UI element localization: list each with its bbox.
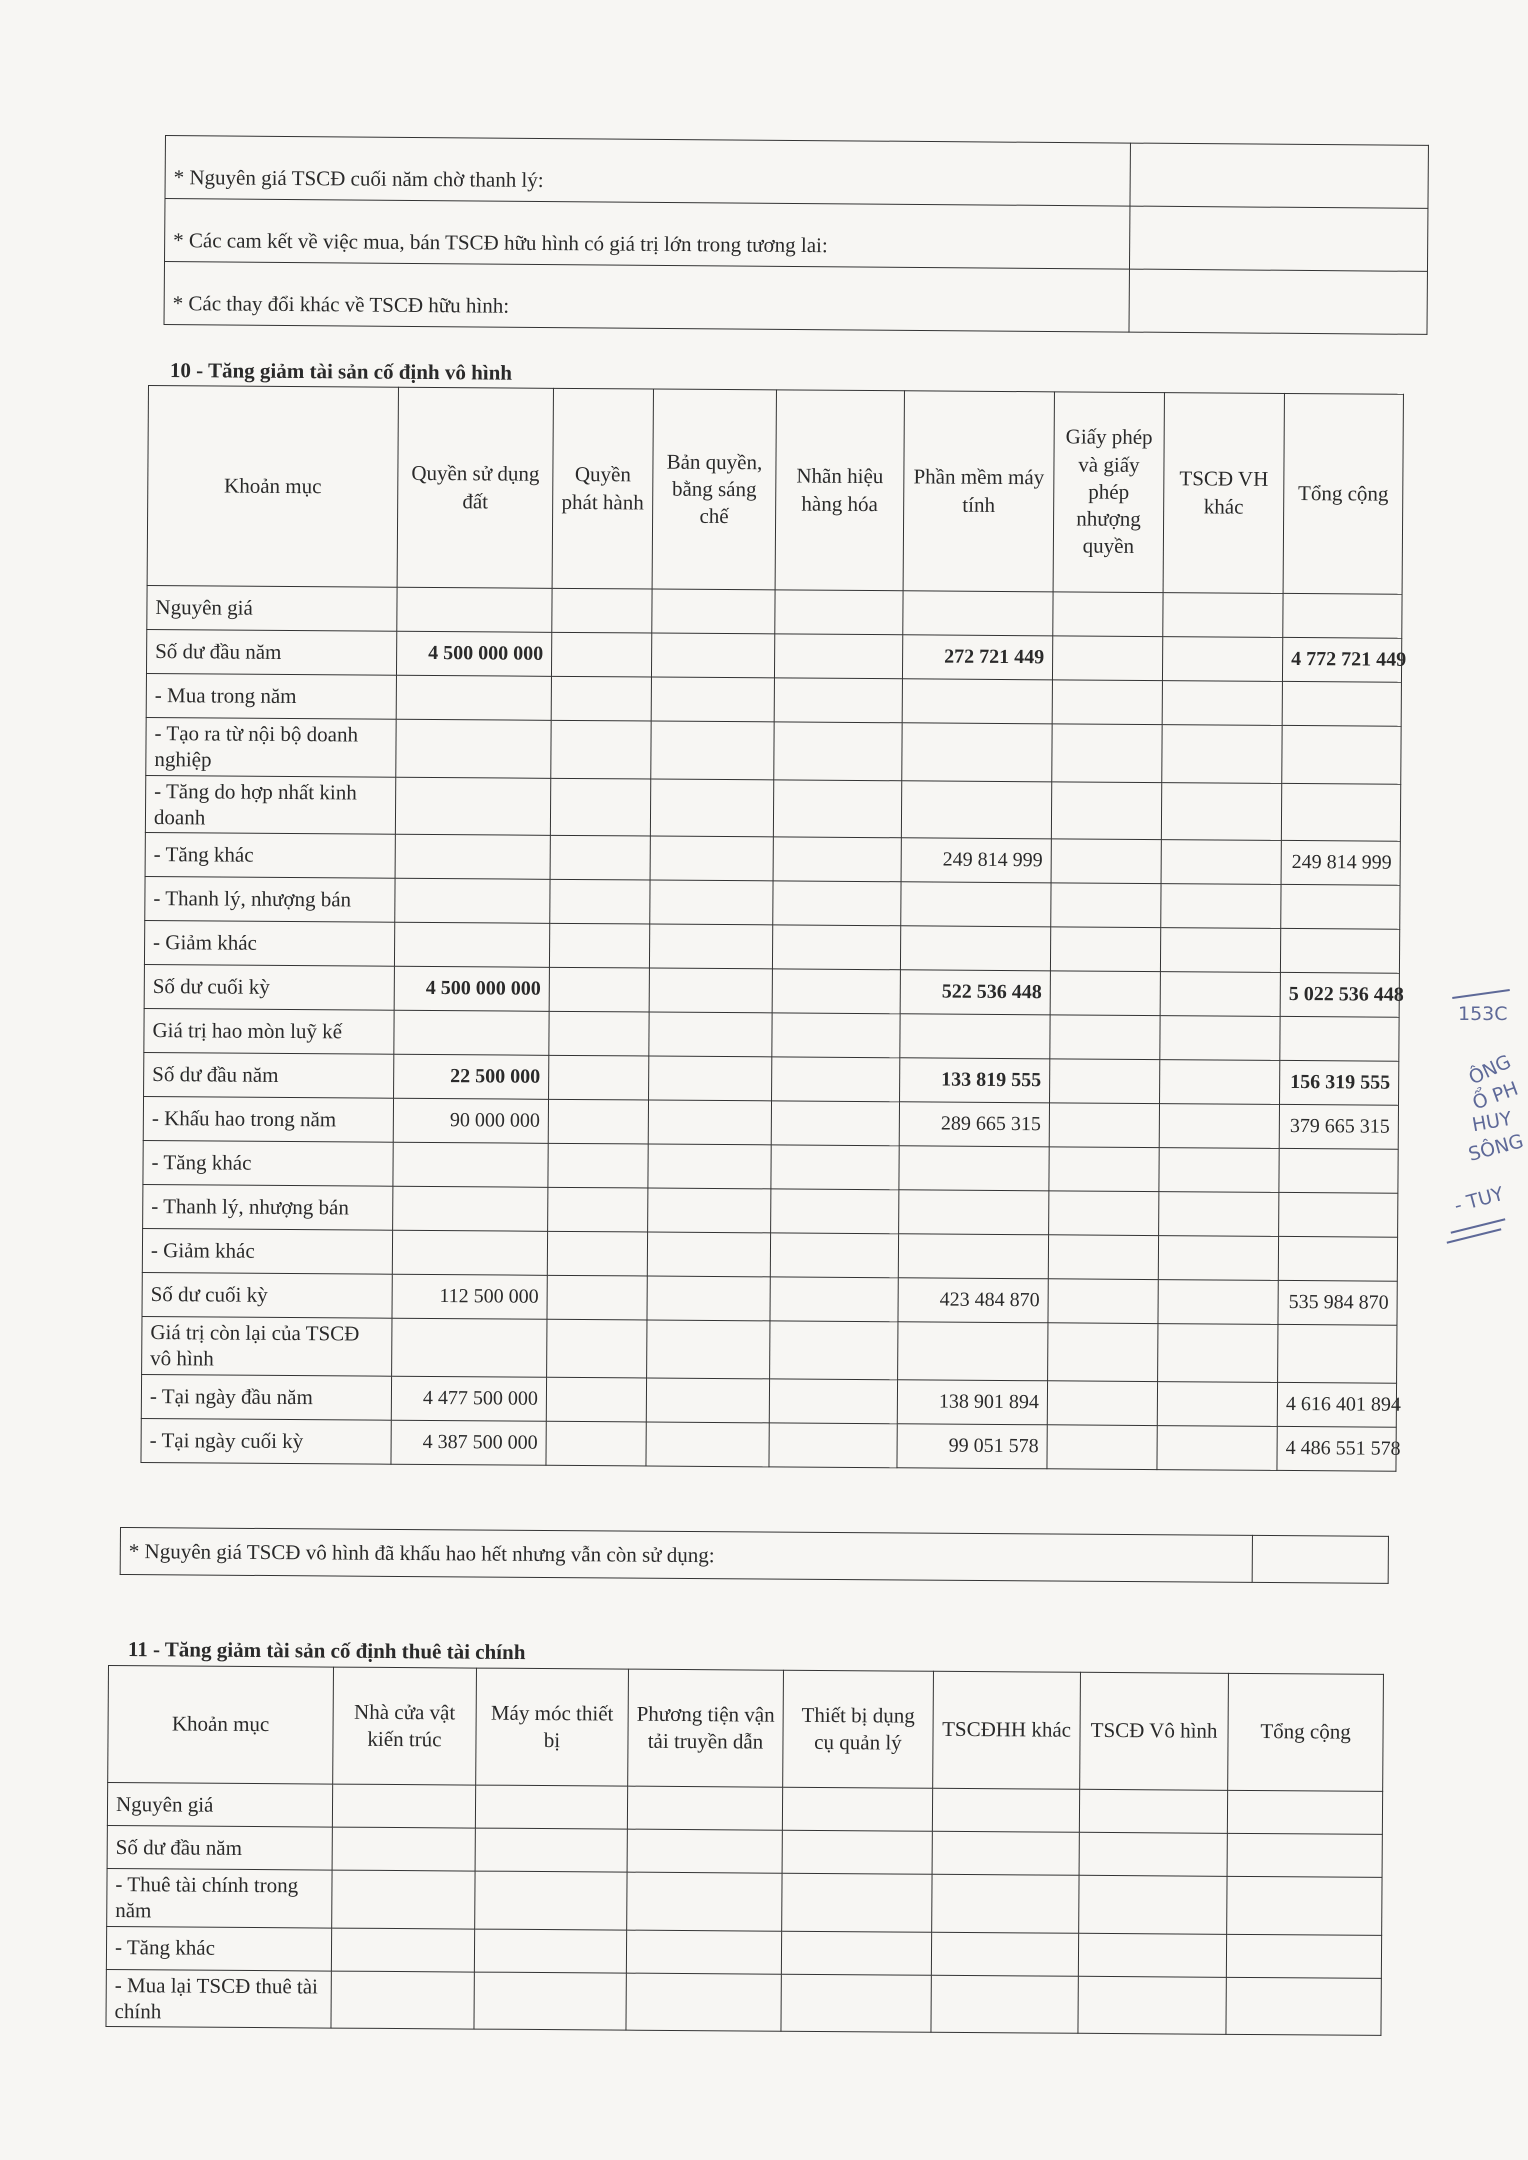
value-cell [1279, 1192, 1398, 1237]
value-cell: 379 665 315 [1279, 1104, 1398, 1149]
row-label: Số dư đầu năm [144, 1052, 394, 1098]
value-cell [1050, 927, 1160, 972]
value-cell [782, 1787, 932, 1831]
value-cell [1163, 593, 1283, 638]
value-cell [649, 1012, 772, 1057]
value-cell [547, 1319, 647, 1377]
note-row [164, 262, 1427, 335]
intangible-assets-table [140, 385, 1407, 1471]
value-cell [772, 1057, 900, 1102]
value-cell [550, 879, 650, 924]
value-cell [781, 1931, 931, 1975]
column-header: TSCĐ VH khác [1163, 393, 1284, 594]
value-cell [551, 632, 651, 677]
value-cell [548, 1143, 648, 1188]
value-cell [901, 882, 1051, 927]
value-cell [1079, 1832, 1227, 1876]
value-cell [648, 1188, 771, 1233]
row-label: Nguyên giá [107, 1783, 332, 1828]
value-cell [770, 1277, 898, 1322]
value-cell: 4 486 551 578 [1277, 1426, 1396, 1471]
value-cell: 249 814 999 [901, 838, 1051, 883]
value-cell [1279, 1148, 1398, 1193]
value-cell: 4 500 000 000 [396, 631, 551, 676]
value-cell [899, 1190, 1049, 1235]
value-cell [771, 1145, 899, 1190]
value-cell [548, 1099, 648, 1144]
row-label: - Khấu hao trong năm [143, 1096, 393, 1142]
value-cell: 423 484 870 [898, 1278, 1048, 1323]
value-cell: 272 721 449 [902, 635, 1052, 680]
value-cell [900, 926, 1050, 971]
note-row [165, 199, 1428, 272]
stamp-text: Ổ PH [1469, 1077, 1522, 1115]
value-cell [331, 1928, 474, 1972]
row-label: - Tạo ra từ nội bộ doanh nghiệp [146, 717, 396, 776]
value-cell [772, 969, 900, 1014]
value-cell [475, 1785, 627, 1829]
value-cell: 535 984 870 [1278, 1280, 1397, 1325]
value-cell [1226, 1977, 1381, 2036]
value-cell [649, 968, 772, 1013]
value-cell [651, 633, 774, 678]
value-cell [1227, 1833, 1382, 1877]
column-header: Tổng cộng [1283, 393, 1403, 594]
value-cell [1159, 1104, 1279, 1149]
value-cell [773, 881, 901, 926]
stamp-text: 153C [1458, 1003, 1508, 1025]
value-cell [1049, 1191, 1159, 1236]
value-cell [1282, 681, 1401, 726]
value-cell [1160, 972, 1280, 1017]
value-cell [549, 923, 649, 968]
row-label: - Thanh lý, nhượng bán [145, 876, 395, 922]
company-stamp [1432, 985, 1526, 1255]
intangible-notes-table [120, 1527, 1389, 1584]
value-cell [1157, 1381, 1277, 1426]
value-cell [392, 1318, 547, 1377]
value-cell [1160, 1060, 1280, 1105]
value-cell [1278, 1324, 1397, 1382]
row-label: Giá trị hao mòn luỹ kế [144, 1008, 394, 1054]
finance-lease-assets-table [105, 1665, 1383, 2036]
note-text: * Nguyên giá TSCĐ vô hình đã khấu hao hết nhưng vẫn còn sử dụng: [120, 1528, 1252, 1583]
value-cell [547, 1275, 647, 1320]
value-cell [1161, 884, 1281, 929]
row-label: - Thuê tài chính trong năm [107, 1868, 332, 1927]
stamp-text: - TUY [1452, 1182, 1507, 1218]
value-cell [1048, 1279, 1158, 1324]
value-cell [773, 779, 901, 837]
value-cell [1052, 724, 1162, 782]
value-cell [627, 1786, 782, 1830]
row-label: Nguyên giá [147, 585, 397, 631]
value-cell: 138 901 894 [897, 1379, 1047, 1424]
value-cell [1052, 680, 1162, 725]
value-cell [1048, 1323, 1158, 1381]
value-cell [1048, 1235, 1158, 1280]
value-cell [902, 679, 1052, 724]
value-cell [901, 780, 1051, 839]
value-cell [1280, 928, 1399, 973]
note-text: * Nguyên giá TSCĐ cuối năm chờ thanh lý: [165, 136, 1130, 207]
value-cell [1159, 1192, 1279, 1237]
table-row [106, 1969, 1381, 2035]
value-cell [1050, 1015, 1160, 1060]
row-label: - Giảm khác [142, 1228, 392, 1274]
table-header-row [147, 386, 1403, 595]
value-cell [547, 1231, 647, 1276]
value-cell [395, 777, 550, 836]
value-cell [1051, 781, 1161, 839]
value-cell [1160, 1016, 1280, 1061]
value-cell [1047, 1380, 1157, 1425]
value-cell [898, 1322, 1048, 1381]
note-value-cell [1130, 143, 1428, 208]
value-cell: 133 819 555 [900, 1058, 1050, 1103]
value-cell [1078, 1976, 1226, 2035]
row-label: Số dư đầu năm [146, 629, 396, 675]
value-cell: 4 500 000 000 [394, 966, 549, 1011]
value-cell [395, 834, 550, 879]
column-header: Quyền phát hành [552, 388, 653, 589]
value-cell [1162, 725, 1282, 783]
value-cell [551, 720, 651, 778]
note-value-cell [1129, 269, 1427, 334]
value-cell [900, 1014, 1050, 1059]
column-header: Nhãn hiệu hàng hóa [775, 390, 904, 591]
value-cell [646, 1422, 769, 1467]
value-cell [1162, 637, 1282, 682]
value-cell [474, 1972, 626, 2031]
value-cell [781, 1974, 931, 2033]
table-row [145, 775, 1400, 841]
stamp-text: ÔNG [1465, 1050, 1515, 1090]
column-header: Phần mềm máy tính [903, 391, 1054, 592]
value-cell [1227, 1876, 1382, 1935]
value-cell [898, 1234, 1048, 1279]
value-cell [1281, 783, 1400, 841]
value-cell: 156 319 555 [1280, 1060, 1399, 1105]
value-cell [1052, 636, 1162, 681]
value-cell [932, 1831, 1079, 1875]
column-header: Giấy phép và giấy phép nhượng quyền [1053, 392, 1164, 593]
value-cell [772, 1013, 900, 1058]
row-label: Số dư đầu năm [107, 1825, 332, 1870]
table-row [146, 717, 1401, 783]
value-cell [546, 1377, 646, 1422]
value-cell [769, 1378, 897, 1423]
value-cell [651, 721, 774, 779]
section-10-title: 10 - Tăng giảm tài sản cố định vô hình [169, 358, 513, 385]
value-cell [903, 591, 1053, 636]
row-label: Giá trị còn lại của TSCĐ vô hình [142, 1316, 392, 1375]
value-cell [1158, 1324, 1278, 1382]
row-label: - Thanh lý, nhượng bán [143, 1184, 393, 1230]
value-cell [1161, 782, 1281, 840]
value-cell [1078, 1933, 1226, 1977]
note-row [120, 1528, 1388, 1584]
value-cell [332, 1827, 475, 1871]
value-cell [626, 1930, 781, 1974]
value-cell [392, 1230, 547, 1275]
column-header: Thiết bị dụng cụ quản lý [783, 1670, 934, 1788]
row-label: - Tăng khác [143, 1140, 393, 1186]
value-cell [546, 1421, 646, 1466]
value-cell: 90 000 000 [393, 1098, 548, 1143]
value-cell [1160, 928, 1280, 973]
row-label: - Mua trong năm [146, 673, 396, 719]
value-cell [1227, 1790, 1382, 1834]
value-cell [771, 1101, 899, 1146]
value-cell [393, 1186, 548, 1231]
value-cell [395, 878, 550, 923]
section-11-title: 11 - Tăng giảm tài sản cố định thuê tài chính [127, 1637, 526, 1665]
value-cell [775, 590, 903, 635]
value-cell [932, 1788, 1079, 1832]
value-cell [647, 1276, 770, 1321]
column-header-item: Khoản mục [147, 386, 398, 588]
value-cell [549, 1055, 649, 1100]
row-label: - Tăng khác [145, 832, 395, 878]
value-cell: 4 477 500 000 [391, 1376, 546, 1421]
value-cell [774, 678, 902, 723]
stamp-text: SÔNG [1466, 1130, 1526, 1166]
value-cell [1051, 883, 1161, 928]
note-value-cell [1252, 1535, 1388, 1583]
row-label: Số dư cuối kỳ [142, 1272, 392, 1318]
value-cell [394, 922, 549, 967]
column-header-item: Khoản mục [108, 1666, 334, 1785]
value-cell [770, 1321, 898, 1379]
note-value-cell [1129, 206, 1427, 271]
value-cell [396, 675, 551, 720]
value-cell [646, 1378, 769, 1423]
value-cell [649, 1056, 772, 1101]
value-cell [1158, 1280, 1278, 1325]
value-cell [1278, 1236, 1397, 1281]
value-cell: 4 387 500 000 [391, 1420, 546, 1465]
value-cell [771, 1189, 899, 1234]
value-cell [1226, 1934, 1381, 1978]
value-cell [550, 835, 650, 880]
value-cell [1157, 1425, 1277, 1470]
stamp-text: HUY [1470, 1107, 1514, 1137]
column-header: Phương tiện vận tải truyền dẫn [628, 1669, 784, 1787]
value-cell [627, 1872, 782, 1931]
value-cell [474, 1929, 626, 1973]
table-row [142, 1316, 1397, 1382]
row-label: - Mua lại TSCĐ thuê tài chính [106, 1969, 331, 2028]
row-label: - Giảm khác [144, 920, 394, 966]
value-cell [1079, 1875, 1227, 1934]
row-label: - Tăng khác [106, 1926, 331, 1971]
value-cell [774, 722, 902, 780]
value-cell [550, 778, 650, 836]
table-row [107, 1868, 1382, 1934]
value-cell [902, 723, 1052, 782]
column-header: Máy móc thiết bị [476, 1668, 629, 1786]
fixed-asset-notes-table [164, 135, 1429, 335]
column-header: TSCĐ Vô hình [1080, 1672, 1229, 1790]
value-cell [1049, 1103, 1159, 1148]
value-cell [1281, 884, 1400, 929]
value-cell [1050, 1059, 1160, 1104]
value-cell: 4 616 401 894 [1277, 1382, 1396, 1427]
value-cell [650, 880, 773, 925]
value-cell [932, 1874, 1079, 1933]
value-cell [1051, 839, 1161, 884]
value-cell [1053, 592, 1163, 637]
column-header: Bản quyền, bằng sáng chế [652, 389, 776, 590]
table-header-row [108, 1666, 1384, 1792]
value-cell [782, 1873, 932, 1932]
value-cell: 289 665 315 [899, 1102, 1049, 1147]
value-cell [627, 1829, 782, 1873]
value-cell: 112 500 000 [392, 1274, 547, 1319]
value-cell [772, 925, 900, 970]
row-label: - Tại ngày cuối kỳ [141, 1418, 391, 1464]
value-cell [647, 1320, 770, 1378]
value-cell [397, 587, 552, 632]
value-cell [651, 677, 774, 722]
value-cell [1283, 593, 1402, 638]
value-cell [396, 719, 551, 778]
note-text: * Các cam kết về việc mua, bán TSCĐ hữu hình có giá trị lớn trong tương lai: [165, 199, 1130, 270]
value-cell: 5 022 536 448 [1280, 972, 1399, 1017]
value-cell [332, 1784, 475, 1828]
column-header: TSCĐHH khác [933, 1671, 1081, 1789]
value-cell [394, 1010, 549, 1055]
value-cell [1161, 840, 1281, 885]
value-cell [782, 1830, 932, 1874]
value-cell [548, 1187, 648, 1232]
column-header: Quyền sử dụng đất [397, 387, 553, 588]
value-cell [393, 1142, 548, 1187]
value-cell [650, 779, 773, 837]
value-cell [769, 1422, 897, 1467]
column-header: Nhà cửa vật kiến trúc [333, 1667, 477, 1785]
value-cell: 522 536 448 [900, 970, 1050, 1015]
value-cell [552, 588, 652, 633]
value-cell [475, 1871, 627, 1930]
value-cell [1162, 681, 1282, 726]
value-cell [770, 1233, 898, 1278]
value-cell [1158, 1236, 1278, 1281]
value-cell: 249 814 999 [1281, 840, 1400, 885]
value-cell [1280, 1016, 1399, 1061]
row-label: Số dư cuối kỳ [144, 964, 394, 1010]
value-cell [332, 1870, 475, 1928]
value-cell [331, 1971, 474, 2029]
value-cell [549, 1011, 649, 1056]
value-cell [1282, 725, 1401, 783]
value-cell [899, 1146, 1049, 1191]
value-cell [650, 836, 773, 881]
table-row [141, 1418, 1396, 1471]
value-cell [1049, 1147, 1159, 1192]
value-cell [649, 924, 772, 969]
value-cell: 99 051 578 [897, 1423, 1047, 1468]
value-cell [626, 1973, 781, 2032]
value-cell [648, 1100, 771, 1145]
value-cell [774, 634, 902, 679]
value-cell [1079, 1789, 1227, 1833]
value-cell [652, 589, 775, 634]
value-cell [647, 1232, 770, 1277]
value-cell [648, 1144, 771, 1189]
note-text: * Các thay đổi khác về TSCĐ hữu hình: [164, 262, 1129, 333]
row-label: - Tại ngày đầu năm [141, 1374, 391, 1420]
value-cell [549, 967, 649, 1012]
column-header: Tổng cộng [1228, 1673, 1384, 1791]
value-cell [773, 837, 901, 882]
value-cell [931, 1975, 1078, 2034]
note-row [165, 136, 1428, 209]
value-cell [1159, 1148, 1279, 1193]
row-label: - Tăng do hợp nhất kinh doanh [145, 775, 395, 834]
value-cell [475, 1828, 627, 1872]
value-cell [931, 1932, 1078, 1976]
value-cell [1047, 1424, 1157, 1469]
value-cell [1050, 971, 1160, 1016]
value-cell: 4 772 721 449 [1282, 637, 1401, 682]
value-cell [551, 676, 651, 721]
value-cell: 22 500 000 [394, 1054, 549, 1099]
